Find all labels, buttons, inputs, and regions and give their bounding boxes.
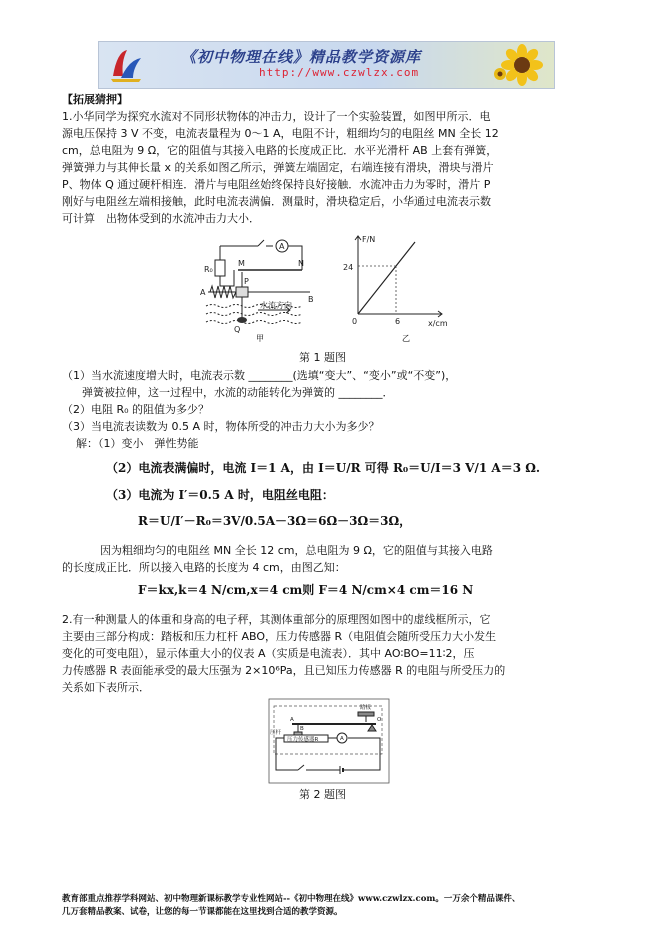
header-banner [98,41,555,89]
label-R0: R₀ [204,265,213,274]
label-yi: 乙 [402,334,410,343]
label-B: B [300,726,304,732]
label-A: A [290,717,294,723]
label-N: N [298,259,304,268]
footer-line: 教育部重点推荐学科网站、初中物理新课标教学专业性网站--《初中物理在线》www.czwlzx.com。一万余个精品课件、 [62,894,521,904]
q2-line: 力传感器 R 表面能承受的最大压强为 2×10⁶Pa，且已知压力传感器 R 的电阻与所受压力的 [62,664,506,677]
label-sensor: 压力传感器R [287,737,319,743]
q1-line: 1.小华同学为探究水流对不同形状物体的冲击力，设计了一个实验装置，如图甲所示．电 [62,110,491,123]
q1-answer-2: （2）电流表满偏时，电流 I＝1 A，由 I＝U/R 可得 R₀＝U/I＝3 V/1 A＝3 Ω. [106,461,541,475]
graph-ytick: 24 [343,263,354,272]
q1-answer-4a: 因为粗细均匀的电阻丝 MN 全长 12 cm，总电阻为 9 Ω，它的阻值与其接入电路 [100,544,493,557]
label-pedal: 踏板 [360,705,372,711]
q1-answer-1: 解：（1）变小 弹性势能 [76,437,199,450]
graph-origin: 0 [352,317,358,326]
q2-line: 变化的可变电阻），显示体重大小的仪表 A（实质是电流表）．其中 AO∶BO=11∶2，压 [62,647,475,660]
label-O: O [377,717,382,723]
label-P: P [244,277,249,286]
q2-line: 主要由三部分构成：踏板和压力杠杆 ABO，压力传感器 R（电阻值会随所受压力大小发生 [62,630,497,643]
q2-stem [62,611,612,696]
label-jia: 甲 [256,334,264,343]
figure-1-caption: 第 1 题图 [299,351,346,364]
graph-xlabel: x/cm [428,319,448,328]
ammeter-symbol: A [340,736,344,742]
site-logo-icon [107,46,145,84]
q1-sub2: （2）电阻 R₀ 的阻值为多少？ [62,403,210,416]
q1-stem [62,108,612,227]
q1-answer-3: （3）电流为 I′＝0.5 A 时，电阻丝电阻： [106,488,334,502]
q1-sub3: （3）当电流表读数为 0.5 A 时，物体所受的冲击力大小为多少？ [62,420,380,433]
q1-line: cm，总电阻为 9 Ω，它的阻值与其接入电路的长度成正比．水平光滑杆 AB 上套有弹簧， [62,144,498,157]
q1-line: 弹簧弹力与其伸长量 x 的关系如图乙所示，弹簧左端固定，右端连接有滑块，滑块与滑片 [62,161,494,174]
label-B: B [308,295,314,304]
label-flow-direction: 水流方向 [260,301,292,310]
banner-title: 《初中物理在线》精品教学资源库 [181,48,422,66]
q1-line: 刚好与电阻丝左端相接触，此时电流表满偏．测量时，滑块稳定后，小华通过电流表示数 [62,195,491,208]
figure-1-force-graph [340,228,450,343]
q1-answer-3-equation: R＝U/I′－R₀＝3V/0.5A－3Ω＝6Ω－3Ω＝3Ω， [138,514,412,528]
label-Q: Q [234,325,241,334]
q1-answer-4-equation: F＝kx,k＝4 N/cm,x＝4 cm则 F＝4 N/cm×4 cm＝16 N [138,583,474,597]
q1-answer-4b: 的长度成正比．所以接入电路的长度为 4 cm，由图乙知： [62,561,346,574]
figure-1-circuit-diagram [198,228,328,343]
q2-line: 2.有一种测量人的体重和身高的电子秤，其测体重部分的原理图如图中的虚线框所示，它 [62,613,491,626]
q1-sub1a: （1）当水流速度增大时，电流表示数 ________(选填“变大”、“变小”或“不变”)， [62,369,457,382]
label-A-end: A [200,288,206,297]
label-lever: 压杆 [270,730,282,736]
force-extension-line [358,242,415,314]
q2-line: 关系如下表所示． [62,681,150,694]
sunflower-icon [492,44,552,86]
figure-2-scale-diagram [268,698,390,784]
q1-line: 源电压保持 3 V 不变，电流表量程为 0～1 A，电阻不计，粗细均匀的电阻丝 MN 全长 12 [62,127,499,140]
footer-line: 几万套精品教案、试卷，让您的每一节课都能在这里找到合适的教学资源。 [62,907,343,917]
q1-line: 可计算 出物体受到的水流冲击力大小． [62,212,260,225]
q1-line: P、物体 Q 通过硬杆相连．滑片与电阻丝始终保持良好接触．水流冲击力为零时，滑片 P [62,178,491,191]
graph-ylabel: F/N [362,235,376,244]
label-M: M [238,259,245,268]
graph-xtick: 6 [395,317,401,326]
page-footer [62,893,622,919]
section-heading: 【拓展猜押】 [62,93,128,106]
q1-sub1b: 弹簧被拉伸，这一过程中，水流的动能转化为弹簧的 ________． [82,386,394,399]
graph-series [358,242,415,314]
ammeter-symbol: A [279,242,285,251]
banner-url[interactable]: http://www.czwlzx.com [259,66,420,79]
figure-2-caption: 第 2 题图 [299,788,346,801]
